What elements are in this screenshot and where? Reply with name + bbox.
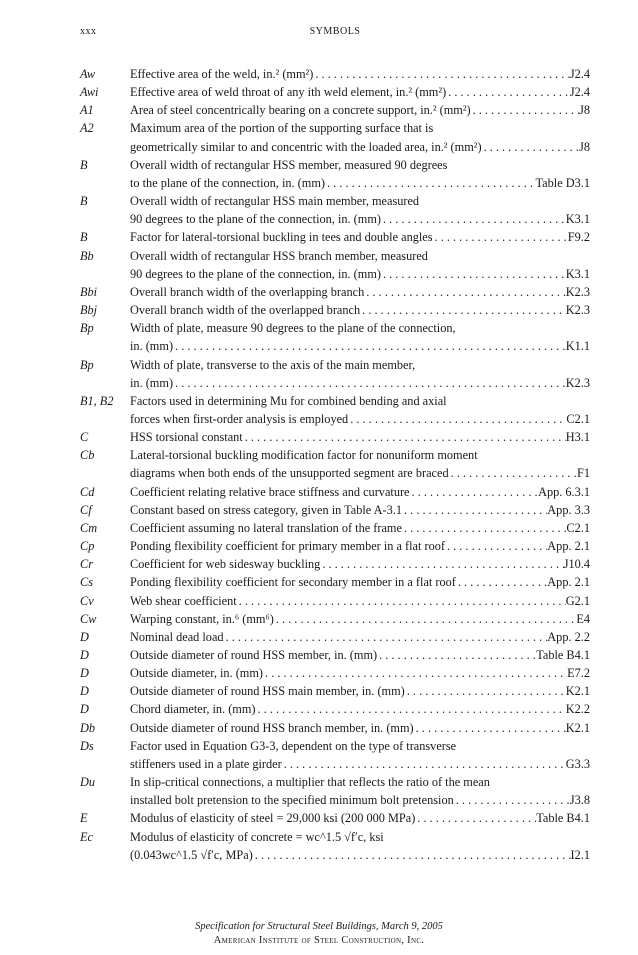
symbol: Cr (80, 557, 93, 572)
symbol: Cm (80, 520, 98, 535)
leader-dots (482, 138, 580, 156)
leader-dots (377, 646, 536, 664)
symbol: Ds (80, 738, 94, 753)
symbol-definition (130, 192, 590, 228)
definition-line (130, 138, 590, 156)
symbol: Bb (80, 248, 94, 263)
definition-text: Overall width of rectangular HSS branch member, measured (130, 248, 428, 263)
symbol: Cd (80, 484, 95, 499)
symbol-definition (130, 719, 590, 737)
symbol-definition (130, 65, 590, 83)
symbol-entry (80, 555, 590, 573)
definition-line (130, 247, 590, 265)
definition-line (130, 483, 590, 501)
definition-line (130, 65, 590, 83)
symbol: B (80, 194, 88, 209)
definition-text: Overall branch width of the overlapped branch (130, 303, 361, 318)
section-reference: K2.1 (565, 720, 590, 735)
section-reference: J2.4 (569, 85, 590, 100)
definition-line (130, 265, 590, 283)
definition-text: Ponding flexibility coefficient for secondary member in a flat roof (130, 575, 456, 590)
section-reference: G2.1 (565, 593, 590, 608)
definition-text: geometrically similar to and concentric with the loaded area, in.² (mm²) (130, 139, 482, 154)
definition-line (130, 519, 590, 537)
leader-dots (256, 700, 566, 718)
symbol-entry (80, 392, 590, 428)
section-reference: K2.3 (565, 303, 590, 318)
definition-text: to the plane of the connection, in. (mm) (130, 175, 325, 190)
definition-line (130, 374, 590, 392)
section-reference: H3.1 (565, 430, 590, 445)
leader-dots (320, 555, 563, 573)
header-title: SYMBOLS (309, 26, 361, 37)
definition-line (130, 719, 590, 737)
definition-line (130, 773, 590, 791)
symbol: B (80, 230, 88, 245)
symbol: Cv (80, 593, 94, 608)
section-reference: App. 6.3.1 (538, 484, 590, 499)
definition-line (130, 737, 590, 755)
section-reference: J8 (579, 103, 590, 118)
leader-dots (224, 628, 548, 646)
definition-text: Coefficient relating relative brace stiffness and curvature (130, 484, 410, 499)
footer-publisher: American Institute of Steel Construction, Inc. (213, 935, 425, 946)
definition-line (130, 301, 590, 319)
definition-line (130, 446, 590, 464)
definition-text: Web shear coefficient (130, 593, 237, 608)
definition-line (130, 610, 590, 628)
leader-dots (360, 301, 566, 319)
leader-dots (364, 283, 565, 301)
definition-line (130, 646, 590, 664)
symbol: E (80, 811, 88, 826)
definition-text: Outside diameter of round HSS branch member, in. (mm) (130, 720, 414, 735)
symbol-entry (80, 119, 590, 155)
leader-dots (415, 809, 536, 827)
leader-dots (381, 265, 566, 283)
symbol-definition (130, 610, 590, 628)
symbol-entry (80, 65, 590, 83)
symbol-definition (130, 809, 590, 827)
symbol-entry (80, 719, 590, 737)
definition-text: Warping constant, in.⁶ (mm⁶) (130, 611, 274, 626)
symbol-definition (130, 737, 590, 773)
definition-text: (0.043wc^1.5 √f′c, MPa) (130, 847, 253, 862)
symbol-definition (130, 446, 590, 482)
leader-dots (237, 592, 566, 610)
symbol: Db (80, 720, 96, 735)
symbol-definition (130, 646, 590, 664)
symbol-entry (80, 682, 590, 700)
symbol: Bbj (80, 303, 98, 318)
symbol-definition (130, 519, 590, 537)
definition-text: Ponding flexibility coefficient for primary member in a flat roof (130, 539, 445, 554)
symbol: Du (80, 775, 96, 790)
definition-line (130, 628, 590, 646)
symbol-definition (130, 392, 590, 428)
leader-dots (414, 719, 566, 737)
symbol-definition (130, 501, 590, 519)
definition-text: Outside diameter of round HSS member, in. (mm) (130, 648, 378, 662)
symbol-entry (80, 592, 590, 610)
section-reference: K3.1 (565, 212, 590, 227)
symbol-definition (130, 228, 590, 246)
symbol: D (80, 629, 89, 644)
symbol-entry (80, 573, 590, 591)
definition-line (130, 283, 590, 301)
definition-line (130, 664, 590, 682)
definition-text: Coefficient for web sidesway buckling (130, 557, 321, 572)
leader-dots (405, 682, 566, 700)
definition-text: Overall branch width of the overlapping branch (130, 284, 365, 299)
definition-line (130, 356, 590, 374)
section-reference: E7.2 (567, 666, 590, 681)
definition-line (130, 337, 590, 355)
definition-text: Outside diameter, in. (mm) (130, 666, 264, 681)
symbol: Aw (80, 67, 96, 81)
definition-text: Maximum area of the portion of the supporting surface that is (130, 121, 434, 136)
leader-dots (433, 228, 568, 246)
symbol-definition (130, 483, 590, 501)
symbol: D (80, 702, 89, 717)
section-reference: J10.4 (563, 557, 590, 572)
definition-line (130, 392, 590, 410)
section-reference: C2.1 (566, 411, 590, 426)
symbol-entry (80, 610, 590, 628)
symbol-definition (130, 283, 590, 301)
symbol: Cp (80, 539, 95, 554)
definition-line (130, 464, 590, 482)
symbol-entry (80, 773, 590, 809)
leader-dots (402, 519, 566, 537)
definition-text: Modulus of elasticity of steel = 29,000 ksi (200 000 MPa) (130, 811, 416, 826)
definition-line (130, 319, 590, 337)
symbol-definition (130, 628, 590, 646)
leader-dots (173, 337, 566, 355)
symbol: A1 (80, 103, 94, 118)
definition-text: Factors used in determining Mu for combined bending and axial (130, 393, 447, 408)
symbol: D (80, 648, 89, 662)
definition-line (130, 791, 590, 809)
symbol-definition (130, 319, 590, 355)
leader-dots (348, 410, 566, 428)
symbol-definition (130, 247, 590, 283)
definition-line (130, 755, 590, 773)
definition-text: Overall width of rectangular HSS member, measured 90 degrees (130, 157, 448, 172)
definition-text: Width of plate, measure 90 degrees to the plane of the connection, (130, 321, 456, 336)
section-reference: K2.3 (565, 284, 590, 299)
symbol-entry (80, 301, 590, 319)
symbol-entry (80, 737, 590, 773)
symbol-entry (80, 646, 590, 664)
leader-dots (325, 174, 536, 192)
definition-text: Coefficient assuming no lateral translation of the frame (130, 520, 402, 535)
section-reference: K2.1 (565, 684, 590, 699)
section-reference: I2.1 (570, 847, 590, 862)
symbol-entry (80, 446, 590, 482)
section-reference: K2.3 (565, 375, 590, 390)
symbol-definition (130, 592, 590, 610)
symbol: D (80, 684, 89, 699)
symbol: Awi (80, 85, 99, 100)
leader-dots (410, 483, 539, 501)
definition-text: 90 degrees to the plane of the connection, in. (mm) (130, 266, 381, 281)
definition-line (130, 210, 590, 228)
definition-text: installed bolt pretension to the specified minimum bolt pretension (130, 793, 454, 808)
definition-text: Effective area of the weld, in.² (mm²) (130, 67, 314, 81)
leader-dots (282, 755, 566, 773)
symbol-definition (130, 573, 590, 591)
symbol-definition (130, 828, 590, 864)
definition-text: Lateral-torsional buckling modification factor for nonuniform moment (130, 448, 478, 463)
definition-text: Effective area of weld throat of any ith weld element, in.² (mm²) (130, 85, 447, 100)
symbol: Cb (80, 448, 95, 463)
symbol-entry (80, 428, 590, 446)
symbol: Ec (80, 829, 93, 844)
symbol-entry (80, 501, 590, 519)
definition-line (130, 119, 590, 137)
definition-line (130, 192, 590, 210)
leader-dots (445, 537, 547, 555)
symbol: B (80, 157, 88, 172)
symbol-entry (80, 192, 590, 228)
definition-text: forces when first-order analysis is employed (130, 411, 349, 426)
definition-text: in. (mm) (130, 339, 174, 354)
leader-dots (274, 610, 576, 628)
symbol: Bp (80, 321, 94, 336)
symbol: C (80, 430, 89, 445)
page-number: xxx (80, 26, 97, 37)
definition-text: diagrams when both ends of the unsupported segment are braced (130, 466, 449, 481)
symbol: B1, B2 (80, 393, 114, 408)
symbol-entry (80, 156, 590, 192)
definition-text: Constant based on stress category, given in Table A-3.1 (130, 502, 403, 517)
section-reference: K3.1 (565, 266, 590, 281)
leader-dots (402, 501, 547, 519)
definition-text: stiffeners used in a plate girder (130, 756, 282, 771)
definition-text: in. (mm) (130, 375, 174, 390)
symbol-entry (80, 700, 590, 718)
section-reference: C2.1 (566, 520, 590, 535)
definition-text: Width of plate, transverse to the axis of the main member, (130, 357, 416, 372)
definition-text: Factor used in Equation G3-3, dependent on the type of transverse (130, 738, 457, 753)
symbol-definition (130, 537, 590, 555)
leader-dots (449, 464, 577, 482)
definition-text: Chord diameter, in. (mm) (130, 702, 256, 717)
leader-dots (446, 83, 570, 101)
symbol-entry (80, 356, 590, 392)
symbol-list (80, 65, 590, 864)
section-reference: Table B4.1 (536, 648, 590, 662)
symbol: Cw (80, 611, 97, 626)
definition-text: 90 degrees to the plane of the connection, in. (mm) (130, 212, 381, 227)
definition-line (130, 428, 590, 446)
definition-text: HSS torsional constant (130, 430, 243, 445)
symbol-entry (80, 319, 590, 355)
section-reference: E4 (576, 611, 590, 626)
symbol: Bbi (80, 284, 98, 299)
definition-line (130, 228, 590, 246)
symbol-entry (80, 101, 590, 119)
symbol-definition (130, 773, 590, 809)
section-reference: J8 (579, 139, 590, 154)
definition-text: In slip-critical connections, a multiplier that reflects the ratio of the mean (130, 775, 490, 790)
definition-line (130, 682, 590, 700)
leader-dots (173, 374, 566, 392)
definition-text: Modulus of elasticity of concrete = wc^1.5 √f′c, ksi (130, 829, 384, 844)
definition-line (130, 101, 590, 119)
section-reference: F1 (577, 466, 590, 481)
definition-line (130, 555, 590, 573)
section-reference: J2.4 (569, 67, 590, 81)
symbol: A2 (80, 121, 94, 136)
symbol-definition (130, 555, 590, 573)
section-reference: J3.8 (569, 793, 590, 808)
section-reference: Table D3.1 (535, 175, 590, 190)
definition-text: Outside diameter of round HSS main member, in. (mm) (130, 684, 405, 699)
definition-line (130, 410, 590, 428)
section-reference: F9.2 (567, 230, 590, 245)
footer (0, 920, 638, 948)
symbol-definition (130, 356, 590, 392)
section-reference: Table B4.1 (536, 811, 590, 826)
section-reference: App. 2.1 (547, 575, 590, 590)
symbol: Cf (80, 502, 92, 517)
symbol-definition (130, 664, 590, 682)
symbol-definition (130, 682, 590, 700)
symbol-entry (80, 483, 590, 501)
definition-line (130, 828, 590, 846)
symbol-entry (80, 537, 590, 555)
definition-text: Overall width of rectangular HSS main member, measured (130, 194, 420, 209)
symbol-entry (80, 247, 590, 283)
leader-dots (263, 664, 567, 682)
definition-line (130, 501, 590, 519)
symbol-definition (130, 83, 590, 101)
section-reference: App. 2.2 (547, 629, 590, 644)
definition-line (130, 83, 590, 101)
definition-line (130, 156, 590, 174)
symbol-entry (80, 664, 590, 682)
definition-line (130, 809, 590, 827)
symbol-entry (80, 283, 590, 301)
symbol-definition (130, 156, 590, 192)
definition-line (130, 846, 590, 864)
symbol-definition (130, 119, 590, 155)
symbol-entry (80, 83, 590, 101)
section-reference: K1.1 (565, 339, 590, 354)
symbol: Bp (80, 357, 94, 372)
definition-line (130, 537, 590, 555)
section-reference: G3.3 (565, 756, 590, 771)
running-header (80, 26, 590, 42)
symbol-entry (80, 228, 590, 246)
leader-dots (456, 573, 547, 591)
leader-dots (313, 65, 570, 83)
section-reference: App. 3.3 (547, 502, 590, 517)
leader-dots (253, 846, 571, 864)
symbol-entry (80, 628, 590, 646)
footer-citation: Specification for Structural Steel Buildings, March 9, 2005 (195, 921, 443, 932)
section-reference: K2.2 (565, 702, 590, 717)
symbol-definition (130, 301, 590, 319)
leader-dots (454, 791, 570, 809)
definition-line (130, 700, 590, 718)
symbol-entry (80, 828, 590, 864)
definition-text: Area of steel concentrically bearing on a concrete support, in.² (mm²) (130, 103, 471, 118)
section-reference: App. 2.1 (547, 539, 590, 554)
leader-dots (381, 210, 566, 228)
symbol-entry (80, 519, 590, 537)
leader-dots (243, 428, 566, 446)
leader-dots (471, 101, 579, 119)
definition-text: Factor for lateral-torsional buckling in tees and double angles (130, 230, 433, 245)
symbol-definition (130, 101, 590, 119)
symbol: Cs (80, 575, 93, 590)
definition-line (130, 592, 590, 610)
symbol-definition (130, 700, 590, 718)
definition-line (130, 573, 590, 591)
definition-text: Nominal dead load (130, 629, 224, 644)
symbol: D (80, 666, 89, 681)
symbol-definition (130, 428, 590, 446)
symbol-entry (80, 809, 590, 827)
definition-line (130, 174, 590, 192)
